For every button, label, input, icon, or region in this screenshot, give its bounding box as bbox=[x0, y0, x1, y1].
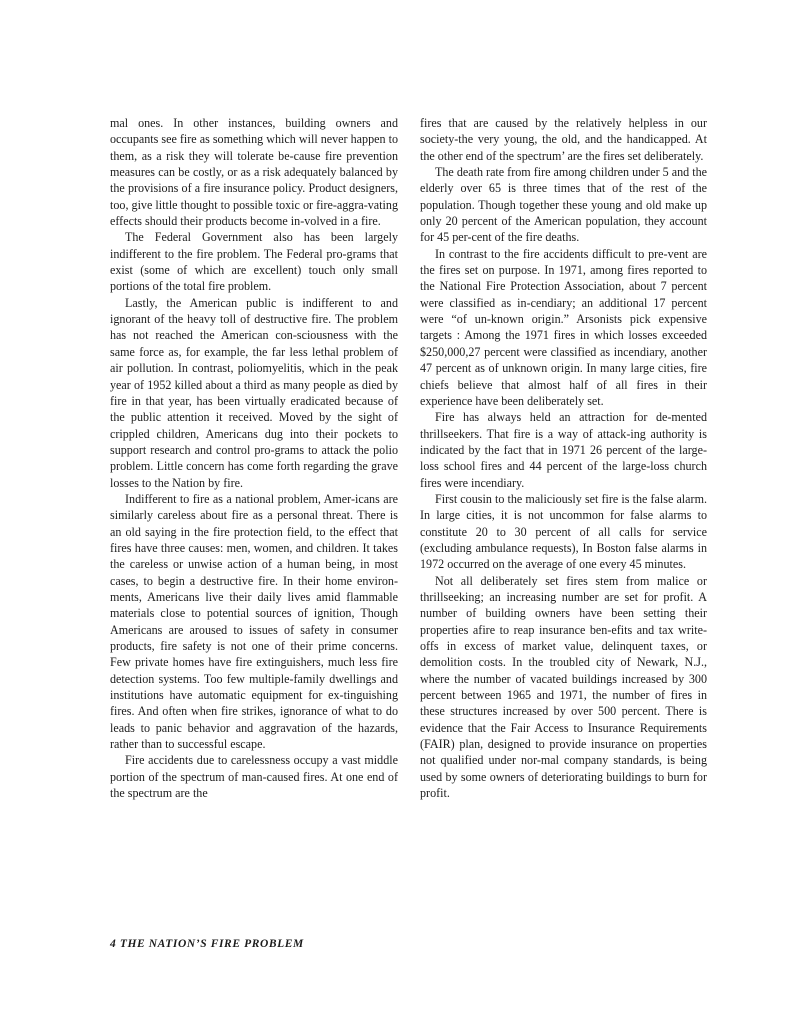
paragraph: The death rate from fire among children under 5 and the elderly over 65 is three times that of the rest of the population. Though together these young and old make up only 20 percent of the American population, they account for 45 per-cent of the fire deaths. bbox=[420, 165, 707, 245]
page-number: 4 bbox=[110, 938, 117, 950]
page-footer bbox=[110, 938, 304, 950]
paragraph: In contrast to the fire accidents difficult to pre-vent are the fires set on purpose. In 1971, among fires reported to the National Fire Protection Association, about 7 percent were classified as in-cendiary; an additional 17 percent were “of un-known origin.” Arsonists pick expensive targets : Among the 1971 fires in which losses exceeded $250,000,27 percent were classified as incendiary, another 47 percent as of unknown origin. In many large cities, fire chiefs believe that almost half of all fires in their experience have been deliberately set. bbox=[420, 246, 707, 408]
paragraph: First cousin to the maliciously set fire is the false alarm. In large cities, it is not uncommon for false alarms to constitute 20 to 30 percent of all calls for service (excluding ambulance requests), In Boston false alarms in 1972 occurred on the average of one every 45 minutes. bbox=[420, 491, 707, 572]
paragraph: fires that are caused by the relatively helpless in our society-the very young, the old, and the handicapped. At the other end of the spectrum’ are the fires set deliberately. bbox=[420, 116, 707, 163]
paragraph: Lastly, the American public is indifferent to and ignorant of the heavy toll of destructive fire. The problem has not reached the American con-sciousness with the same force as, for example, the far less lethal problem of air pollution. In contrast, poliomyelitis, which in the peak year of 1952 killed about a third as many people as died by fire in that year, has been virtually eradicated because of the public attention it received. Moved by the sight of crippled children, Americans dug into their pockets to support research and control pro-grams to attack the polio problem. Little concern has come forth regarding the grave losses to the Nation by fire. bbox=[110, 295, 398, 490]
paragraph: Fire accidents due to carelessness occupy a vast middle portion of the spectrum of man-caused fires. At one end of the spectrum are the bbox=[110, 753, 398, 801]
paragraph: Fire has always held an attraction for de-mented thrillseekers. That fire is a way of attack-ing authority is indicated by the fact that in 1971 26 percent of the large-loss school fires and 44 percent of the large-loss church fires were incendiary. bbox=[420, 410, 707, 490]
paragraph: Indifferent to fire as a national problem, Amer-icans are similarly careless about fire as a personal threat. There is an old saying in the fire protection field, to the effect that fires have three causes: men, women, and children. It takes the careless or unwise action of a human being, in most cases, to begin a destructive fire. In their home environ-ments, Americans live their daily lives amid flammable materials close to potential sources of ignition, Though Americans are aroused to issues of safety in consumer products, fire safety is not one of their prime concerns. Few private homes have fire extinguishers, much less fire detection systems. Too few multiple-family dwellings and institutions have automatic equipment for ex-tinguishing fires. And often when fire strikes, ignorance of what to do leads to panic behavior and aggravation of the hazards, rather than to successful escape. bbox=[110, 491, 398, 752]
right-column bbox=[420, 115, 707, 801]
running-title: THE NATION’S FIRE PROBLEM bbox=[119, 938, 304, 950]
paragraph: Not all deliberately set fires stem from malice or thrillseeking; an increasing number are set for profit. A number of building owners have been setting their properties afire to reap insurance ben-efits and tax write-offs in excess of market value, delinquent taxes, or demolition costs. In the troubled city of Newark, N.J., where the number of vacated buildings increased by 300 percent between 1965 and 1971, the number of fires in these structures increased by over 500 percent. There is evidence that the Fair Access to Insurance Requirements (FAIR) plan, designed to provide insurance on properties not qualified under nor-mal company standards, is being used by some owners of deteriorating buildings to burn for profit. bbox=[420, 573, 707, 801]
paragraph: The Federal Government also has been largely indifferent to the fire problem. The Federal pro-grams that exist (some of which are excellent) touch only small portions of the total fire problem. bbox=[110, 230, 398, 294]
paragraph: mal ones. In other instances, building owners and occupants see fire as something which will never happen to them, as a risk they will tolerate be-cause fire prevention measures can be costly, or as a risk adequately balanced by the provisions of a fire insurance policy. Product designers, too, give little thought to possible toxic or fire-aggra-vating effects should their products become in-volved in a fire. bbox=[110, 116, 398, 229]
left-column bbox=[110, 115, 398, 801]
